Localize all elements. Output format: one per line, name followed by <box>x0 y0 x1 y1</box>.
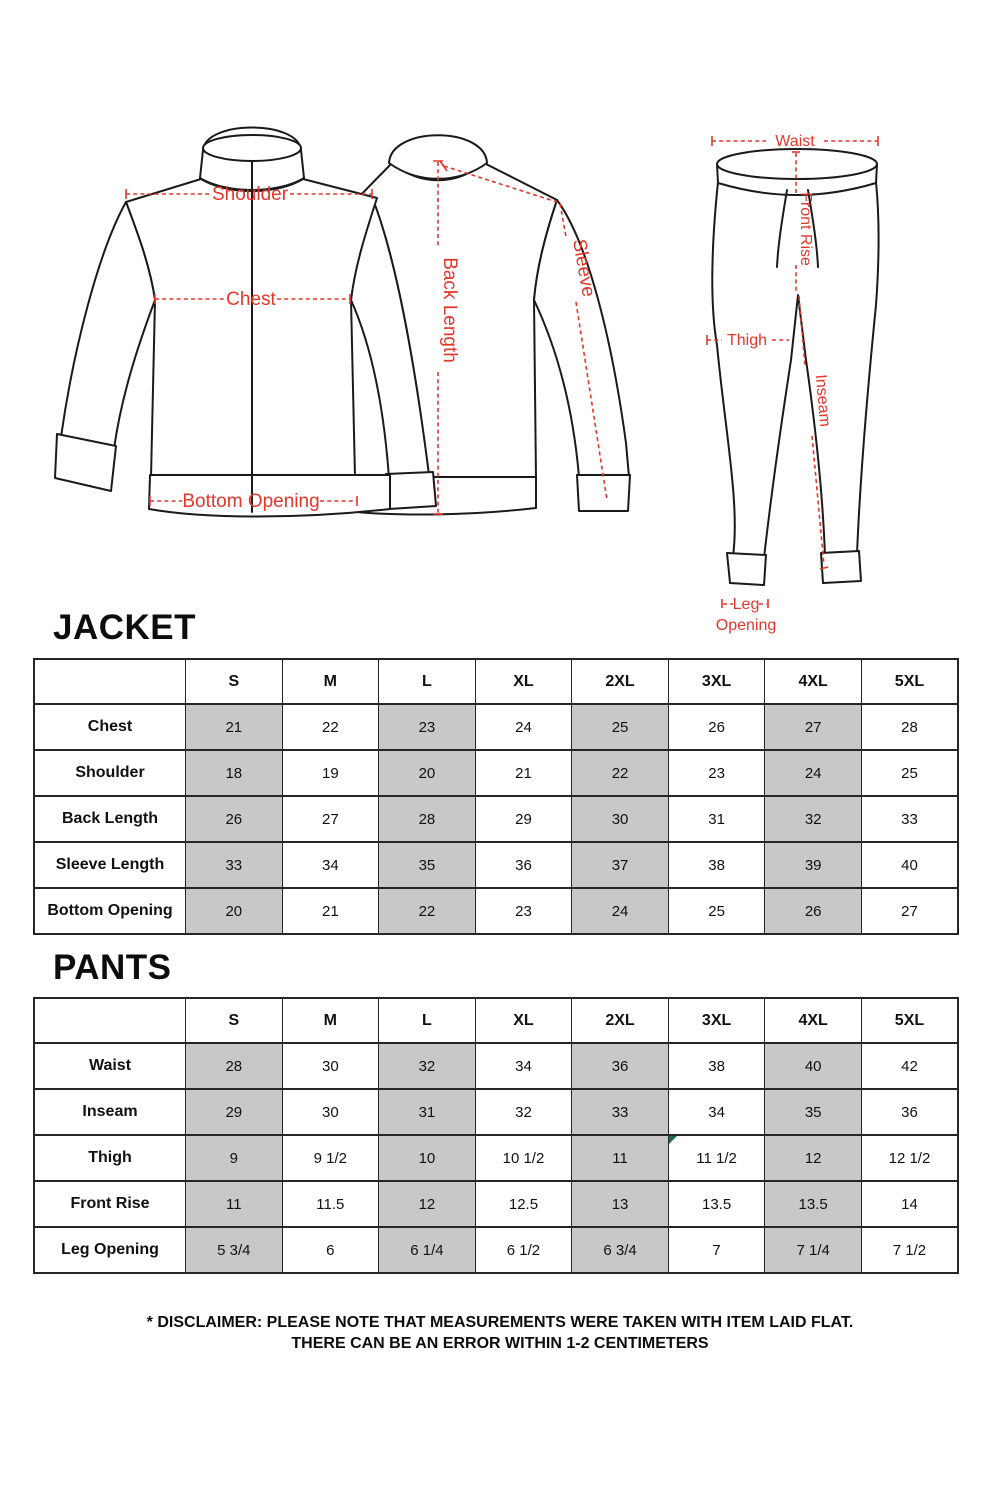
size-cell: 38 <box>668 1043 765 1089</box>
size-cell: 12 1/2 <box>861 1135 958 1181</box>
size-cell: 36 <box>475 842 572 888</box>
cell-corner-marker <box>669 1136 677 1144</box>
size-cell: 11 1/2 <box>668 1135 765 1181</box>
size-cell: 6 <box>282 1227 379 1273</box>
table-row <box>34 1135 958 1181</box>
size-cell: 11 <box>186 1181 283 1227</box>
col-header-xl: XL <box>475 659 572 704</box>
corner-cell <box>34 998 186 1043</box>
table-row <box>34 842 958 888</box>
size-cell: 35 <box>765 1089 862 1135</box>
col-header-2xl: 2XL <box>572 998 669 1043</box>
size-cell: 7 <box>668 1227 765 1273</box>
col-header-xl: XL <box>475 998 572 1043</box>
size-cell: 30 <box>282 1043 379 1089</box>
col-header-m: M <box>282 998 379 1043</box>
table-row <box>34 796 958 842</box>
size-cell: 34 <box>668 1089 765 1135</box>
size-cell: 21 <box>186 704 283 750</box>
size-cell: 40 <box>765 1043 862 1089</box>
col-header-l: L <box>379 659 476 704</box>
size-cell: 22 <box>379 888 476 934</box>
size-cell: 39 <box>765 842 862 888</box>
row-label: Waist <box>34 1043 186 1089</box>
measurement-diagram <box>0 0 1000 640</box>
leg-opening-measure-label2: Opening <box>715 617 777 634</box>
size-cell: 20 <box>379 750 476 796</box>
leg-opening-measure-label: Leg <box>732 596 760 613</box>
chest-measure-label: Chest <box>226 289 276 310</box>
size-cell: 30 <box>572 796 669 842</box>
size-cell: 30 <box>282 1089 379 1135</box>
col-header-5xl: 5XL <box>861 659 958 704</box>
row-label: Sleeve Length <box>34 842 186 888</box>
row-label: Chest <box>34 704 186 750</box>
size-cell: 26 <box>668 704 765 750</box>
size-cell: 29 <box>186 1089 283 1135</box>
size-cell: 11.5 <box>282 1181 379 1227</box>
size-cell: 10 <box>379 1135 476 1181</box>
table-row <box>34 888 958 934</box>
size-cell: 32 <box>379 1043 476 1089</box>
col-header-4xl: 4XL <box>765 659 862 704</box>
size-cell: 9 1/2 <box>282 1135 379 1181</box>
size-cell: 23 <box>668 750 765 796</box>
row-label: Thigh <box>34 1135 186 1181</box>
pants-section-title: PANTS <box>53 948 172 987</box>
size-cell: 33 <box>186 842 283 888</box>
table-row <box>34 1043 958 1089</box>
size-cell: 20 <box>186 888 283 934</box>
row-label: Bottom Opening <box>34 888 186 934</box>
table-row <box>34 1089 958 1135</box>
size-cell: 28 <box>379 796 476 842</box>
size-cell: 26 <box>765 888 862 934</box>
col-header-3xl: 3XL <box>668 659 765 704</box>
size-cell: 14 <box>861 1181 958 1227</box>
row-label: Shoulder <box>34 750 186 796</box>
size-cell: 7 1/2 <box>861 1227 958 1273</box>
size-cell: 23 <box>475 888 572 934</box>
col-header-4xl: 4XL <box>765 998 862 1043</box>
col-header-s: S <box>186 998 283 1043</box>
jacket-section-title: JACKET <box>53 608 197 647</box>
size-cell: 32 <box>475 1089 572 1135</box>
sleeve-measure-label: Sleeve <box>568 237 599 299</box>
col-header-s: S <box>186 659 283 704</box>
row-label: Inseam <box>34 1089 186 1135</box>
size-cell: 35 <box>379 842 476 888</box>
size-cell: 24 <box>475 704 572 750</box>
jacket-header-row <box>34 659 958 704</box>
inseam-measure-label: Inseam <box>811 373 834 428</box>
table-row <box>34 750 958 796</box>
size-cell: 13.5 <box>668 1181 765 1227</box>
size-cell: 6 1/4 <box>379 1227 476 1273</box>
bottom-opening-measure-label: Bottom Opening <box>182 491 320 512</box>
size-cell: 12 <box>765 1135 862 1181</box>
size-cell: 24 <box>765 750 862 796</box>
size-cell: 32 <box>765 796 862 842</box>
size-cell: 18 <box>186 750 283 796</box>
size-cell: 33 <box>861 796 958 842</box>
pants-size-table <box>33 997 959 1274</box>
table-row <box>34 1227 958 1273</box>
size-cell: 22 <box>282 704 379 750</box>
waist-measure-label: Waist <box>775 133 815 150</box>
front-rise-measure-label: Front Rise <box>797 192 814 266</box>
size-cell: 21 <box>282 888 379 934</box>
col-header-3xl: 3XL <box>668 998 765 1043</box>
size-cell: 36 <box>572 1043 669 1089</box>
size-cell: 27 <box>282 796 379 842</box>
size-cell: 11 <box>572 1135 669 1181</box>
col-header-5xl: 5XL <box>861 998 958 1043</box>
size-cell: 37 <box>572 842 669 888</box>
col-header-m: M <box>282 659 379 704</box>
size-cell: 13.5 <box>765 1181 862 1227</box>
row-label: Leg Opening <box>34 1227 186 1273</box>
size-cell: 6 3/4 <box>572 1227 669 1273</box>
size-cell: 28 <box>186 1043 283 1089</box>
size-cell: 9 <box>186 1135 283 1181</box>
size-cell: 26 <box>186 796 283 842</box>
size-cell: 12.5 <box>475 1181 572 1227</box>
size-cell: 27 <box>861 888 958 934</box>
shoulder-measure-label: Shoulder <box>211 184 289 205</box>
disclaimer-line-2: THERE CAN BE AN ERROR WITHIN 1-2 CENTIMETERS <box>291 1335 709 1353</box>
size-cell: 38 <box>668 842 765 888</box>
size-cell: 25 <box>572 704 669 750</box>
size-cell: 29 <box>475 796 572 842</box>
size-cell: 27 <box>765 704 862 750</box>
pants-header-row <box>34 998 958 1043</box>
disclaimer <box>0 1312 1000 1354</box>
size-cell: 24 <box>572 888 669 934</box>
size-cell: 10 1/2 <box>475 1135 572 1181</box>
back-length-measure-label: Back Length <box>439 257 460 363</box>
size-cell: 6 1/2 <box>475 1227 572 1273</box>
size-cell: 25 <box>861 750 958 796</box>
size-cell: 42 <box>861 1043 958 1089</box>
size-cell: 21 <box>475 750 572 796</box>
size-cell: 34 <box>475 1043 572 1089</box>
size-cell: 31 <box>668 796 765 842</box>
col-header-l: L <box>379 998 476 1043</box>
disclaimer-line-1: * DISCLAIMER: PLEASE NOTE THAT MEASUREMENTS WERE TAKEN WITH ITEM LAID FLAT. <box>146 1314 854 1331</box>
row-label: Front Rise <box>34 1181 186 1227</box>
size-cell: 25 <box>668 888 765 934</box>
corner-cell <box>34 659 186 704</box>
size-cell: 22 <box>572 750 669 796</box>
size-cell: 23 <box>379 704 476 750</box>
size-cell: 34 <box>282 842 379 888</box>
jacket-size-table <box>33 658 959 935</box>
size-cell: 33 <box>572 1089 669 1135</box>
pants-illustration <box>712 149 878 585</box>
row-label: Back Length <box>34 796 186 842</box>
size-cell: 40 <box>861 842 958 888</box>
size-cell: 7 1/4 <box>765 1227 862 1273</box>
col-header-2xl: 2XL <box>572 659 669 704</box>
thigh-measure-label: Thigh <box>726 332 768 349</box>
size-cell: 31 <box>379 1089 476 1135</box>
size-cell: 36 <box>861 1089 958 1135</box>
size-cell: 12 <box>379 1181 476 1227</box>
size-cell: 5 3/4 <box>186 1227 283 1273</box>
size-cell: 19 <box>282 750 379 796</box>
table-row <box>34 1181 958 1227</box>
size-cell: 28 <box>861 704 958 750</box>
size-cell: 13 <box>572 1181 669 1227</box>
table-row <box>34 704 958 750</box>
